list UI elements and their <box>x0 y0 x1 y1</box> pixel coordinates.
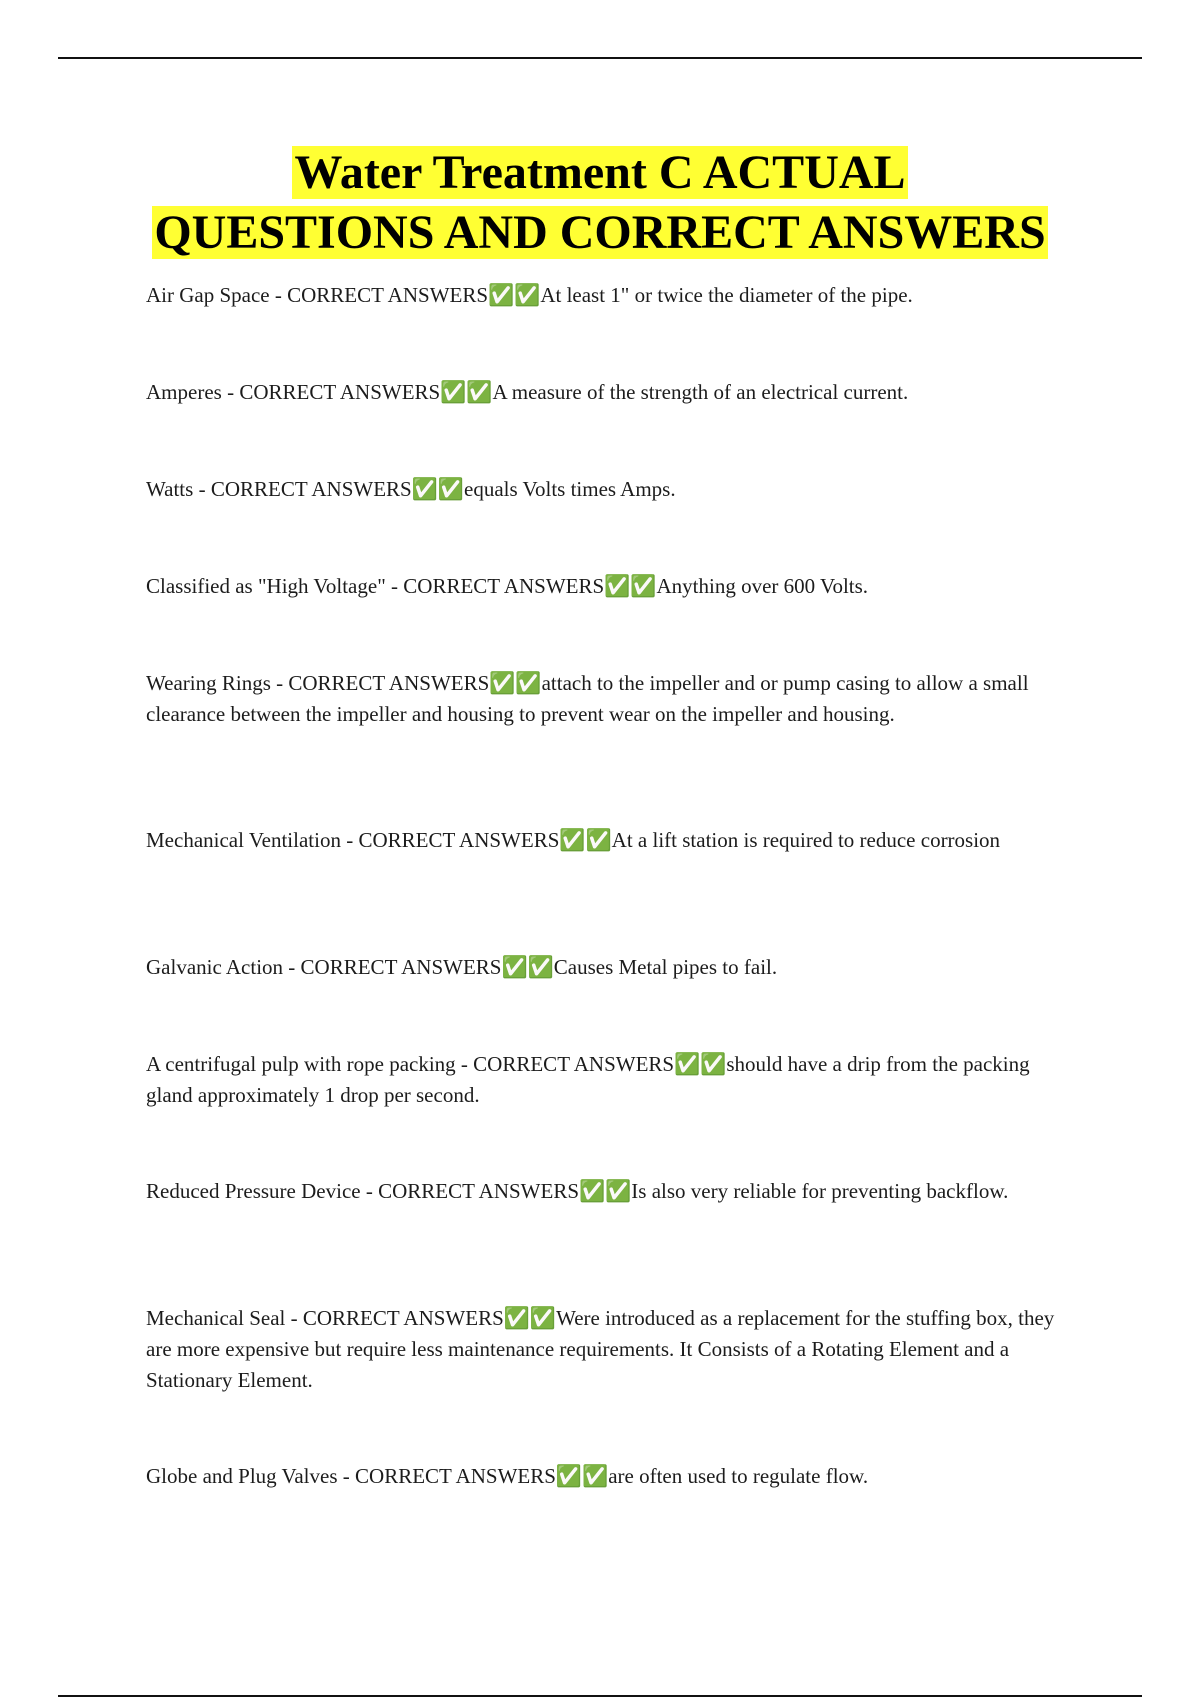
qa-answer: Causes Metal pipes to fail. <box>553 955 778 979</box>
check-icon: ✅✅ <box>488 283 541 307</box>
check-icon: ✅✅ <box>440 380 493 404</box>
qa-answer: should have a drip from the packing gland approximately 1 drop per second. <box>146 1052 1030 1107</box>
qa-term: Wearing Rings <box>146 671 271 695</box>
answer-marker: CORRECT ANSWERS <box>210 477 412 501</box>
bottom-divider <box>58 1695 1142 1697</box>
qa-entry-8: A centrifugal pulp with rope packing - CORRECT ANSWERS✅✅should have a drip from the packing gland approximately 1 drop per second. <box>146 1052 1030 1107</box>
qa-entry-5: Wearing Rings - CORRECT ANSWERS✅✅attach to the impeller and or pump casing to allow a small clearance between the impeller and housing to prevent wear on the impeller and housing. <box>146 671 1029 726</box>
answer-marker: CORRECT ANSWERS <box>473 1052 675 1076</box>
answer-marker: CORRECT ANSWERS <box>302 1306 504 1330</box>
answer-marker: CORRECT ANSWERS <box>300 955 502 979</box>
qa-term: Watts <box>146 477 194 501</box>
qa-entry-10: Mechanical Seal - CORRECT ANSWERS✅✅Were introduced as a replacement for the stuffing box, they are more expensive but require less maintenance requirements. It Consists of a Rotating Element and a Stationary Element. <box>146 1306 1055 1392</box>
answer-marker: CORRECT ANSWERS <box>358 828 560 852</box>
qa-term: Reduced Pressure Device <box>146 1179 361 1203</box>
check-icon: ✅✅ <box>555 1464 609 1488</box>
check-icon: ✅✅ <box>604 574 657 598</box>
qa-term: A centrifugal pulp with rope packing <box>146 1052 456 1076</box>
qa-entry-7: Galvanic Action - CORRECT ANSWERS✅✅Causes Metal pipes to fail. <box>146 955 778 979</box>
qa-term: Globe and Plug Valves <box>146 1464 338 1488</box>
top-divider <box>58 57 1142 59</box>
check-icon: ✅✅ <box>411 477 465 501</box>
qa-entry-11: Globe and Plug Valves - CORRECT ANSWERS✅✅are often used to regulate flow. <box>146 1464 869 1488</box>
check-icon: ✅✅ <box>579 1179 632 1203</box>
qa-term: Amperes <box>146 380 222 404</box>
answer-marker: CORRECT ANSWERS <box>355 1464 556 1488</box>
qa-term: Classified as "High Voltage" <box>146 574 386 598</box>
qa-answer: attach to the impeller and or pump casing to allow a small clearance between the impeller and housing to prevent wear on the impeller and housing. <box>146 671 1029 726</box>
check-icon: ✅✅ <box>489 671 542 695</box>
qa-answer: equals Volts times Amps. <box>464 477 676 501</box>
qa-answer: Anything over 600 Volts. <box>656 574 869 598</box>
title-line-2: QUESTIONS AND CORRECT ANSWERS <box>154 206 1046 259</box>
check-icon: ✅✅ <box>674 1052 727 1076</box>
answer-marker: CORRECT ANSWERS <box>403 574 605 598</box>
qa-term: Mechanical Ventilation <box>146 828 341 852</box>
qa-entry-1: Air Gap Space - CORRECT ANSWERS✅✅At least 1" or twice the diameter of the pipe. <box>146 283 913 307</box>
qa-entry-6: Mechanical Ventilation - CORRECT ANSWERS✅✅At a lift station is required to reduce corrosion <box>146 828 1001 852</box>
answer-marker: CORRECT ANSWERS <box>378 1179 579 1203</box>
qa-entry-3: Watts - CORRECT ANSWERS✅✅equals Volts times Amps. <box>146 477 676 501</box>
qa-term: Air Gap Space <box>146 283 270 307</box>
check-icon: ✅✅ <box>503 1306 557 1330</box>
check-icon: ✅✅ <box>559 828 612 852</box>
check-icon: ✅✅ <box>501 955 554 979</box>
qa-answer: A measure of the strength of an electrical current. <box>492 380 909 404</box>
qa-term: Mechanical Seal <box>146 1306 286 1330</box>
document-title <box>0 143 1200 263</box>
qa-answer: Were introduced as a replacement for the stuffing box, they are more expensive but require less maintenance requirements. It Consists of a Rotating Element and a Stationary Element. <box>146 1306 1055 1392</box>
qa-answer: At least 1" or twice the diameter of the pipe. <box>540 283 913 307</box>
qa-entry-4: Classified as "High Voltage" - CORRECT ANSWERS✅✅Anything over 600 Volts. <box>146 574 869 598</box>
answer-marker: CORRECT ANSWERS <box>287 283 489 307</box>
qa-answer: At a lift station is required to reduce corrosion <box>611 828 1001 852</box>
qa-entry-2: Amperes - CORRECT ANSWERS✅✅A measure of the strength of an electrical current. <box>146 380 909 404</box>
answer-marker: CORRECT ANSWERS <box>288 671 490 695</box>
answer-marker: CORRECT ANSWERS <box>239 380 441 404</box>
qa-answer: Is also very reliable for preventing backflow. <box>631 1179 1009 1203</box>
qa-entry-9: Reduced Pressure Device - CORRECT ANSWERS✅✅Is also very reliable for preventing backflow. <box>146 1179 1009 1203</box>
title-line-1: Water Treatment C ACTUAL <box>294 146 906 199</box>
qa-term: Galvanic Action <box>146 955 284 979</box>
qa-answer: are often used to regulate flow. <box>608 1464 869 1488</box>
